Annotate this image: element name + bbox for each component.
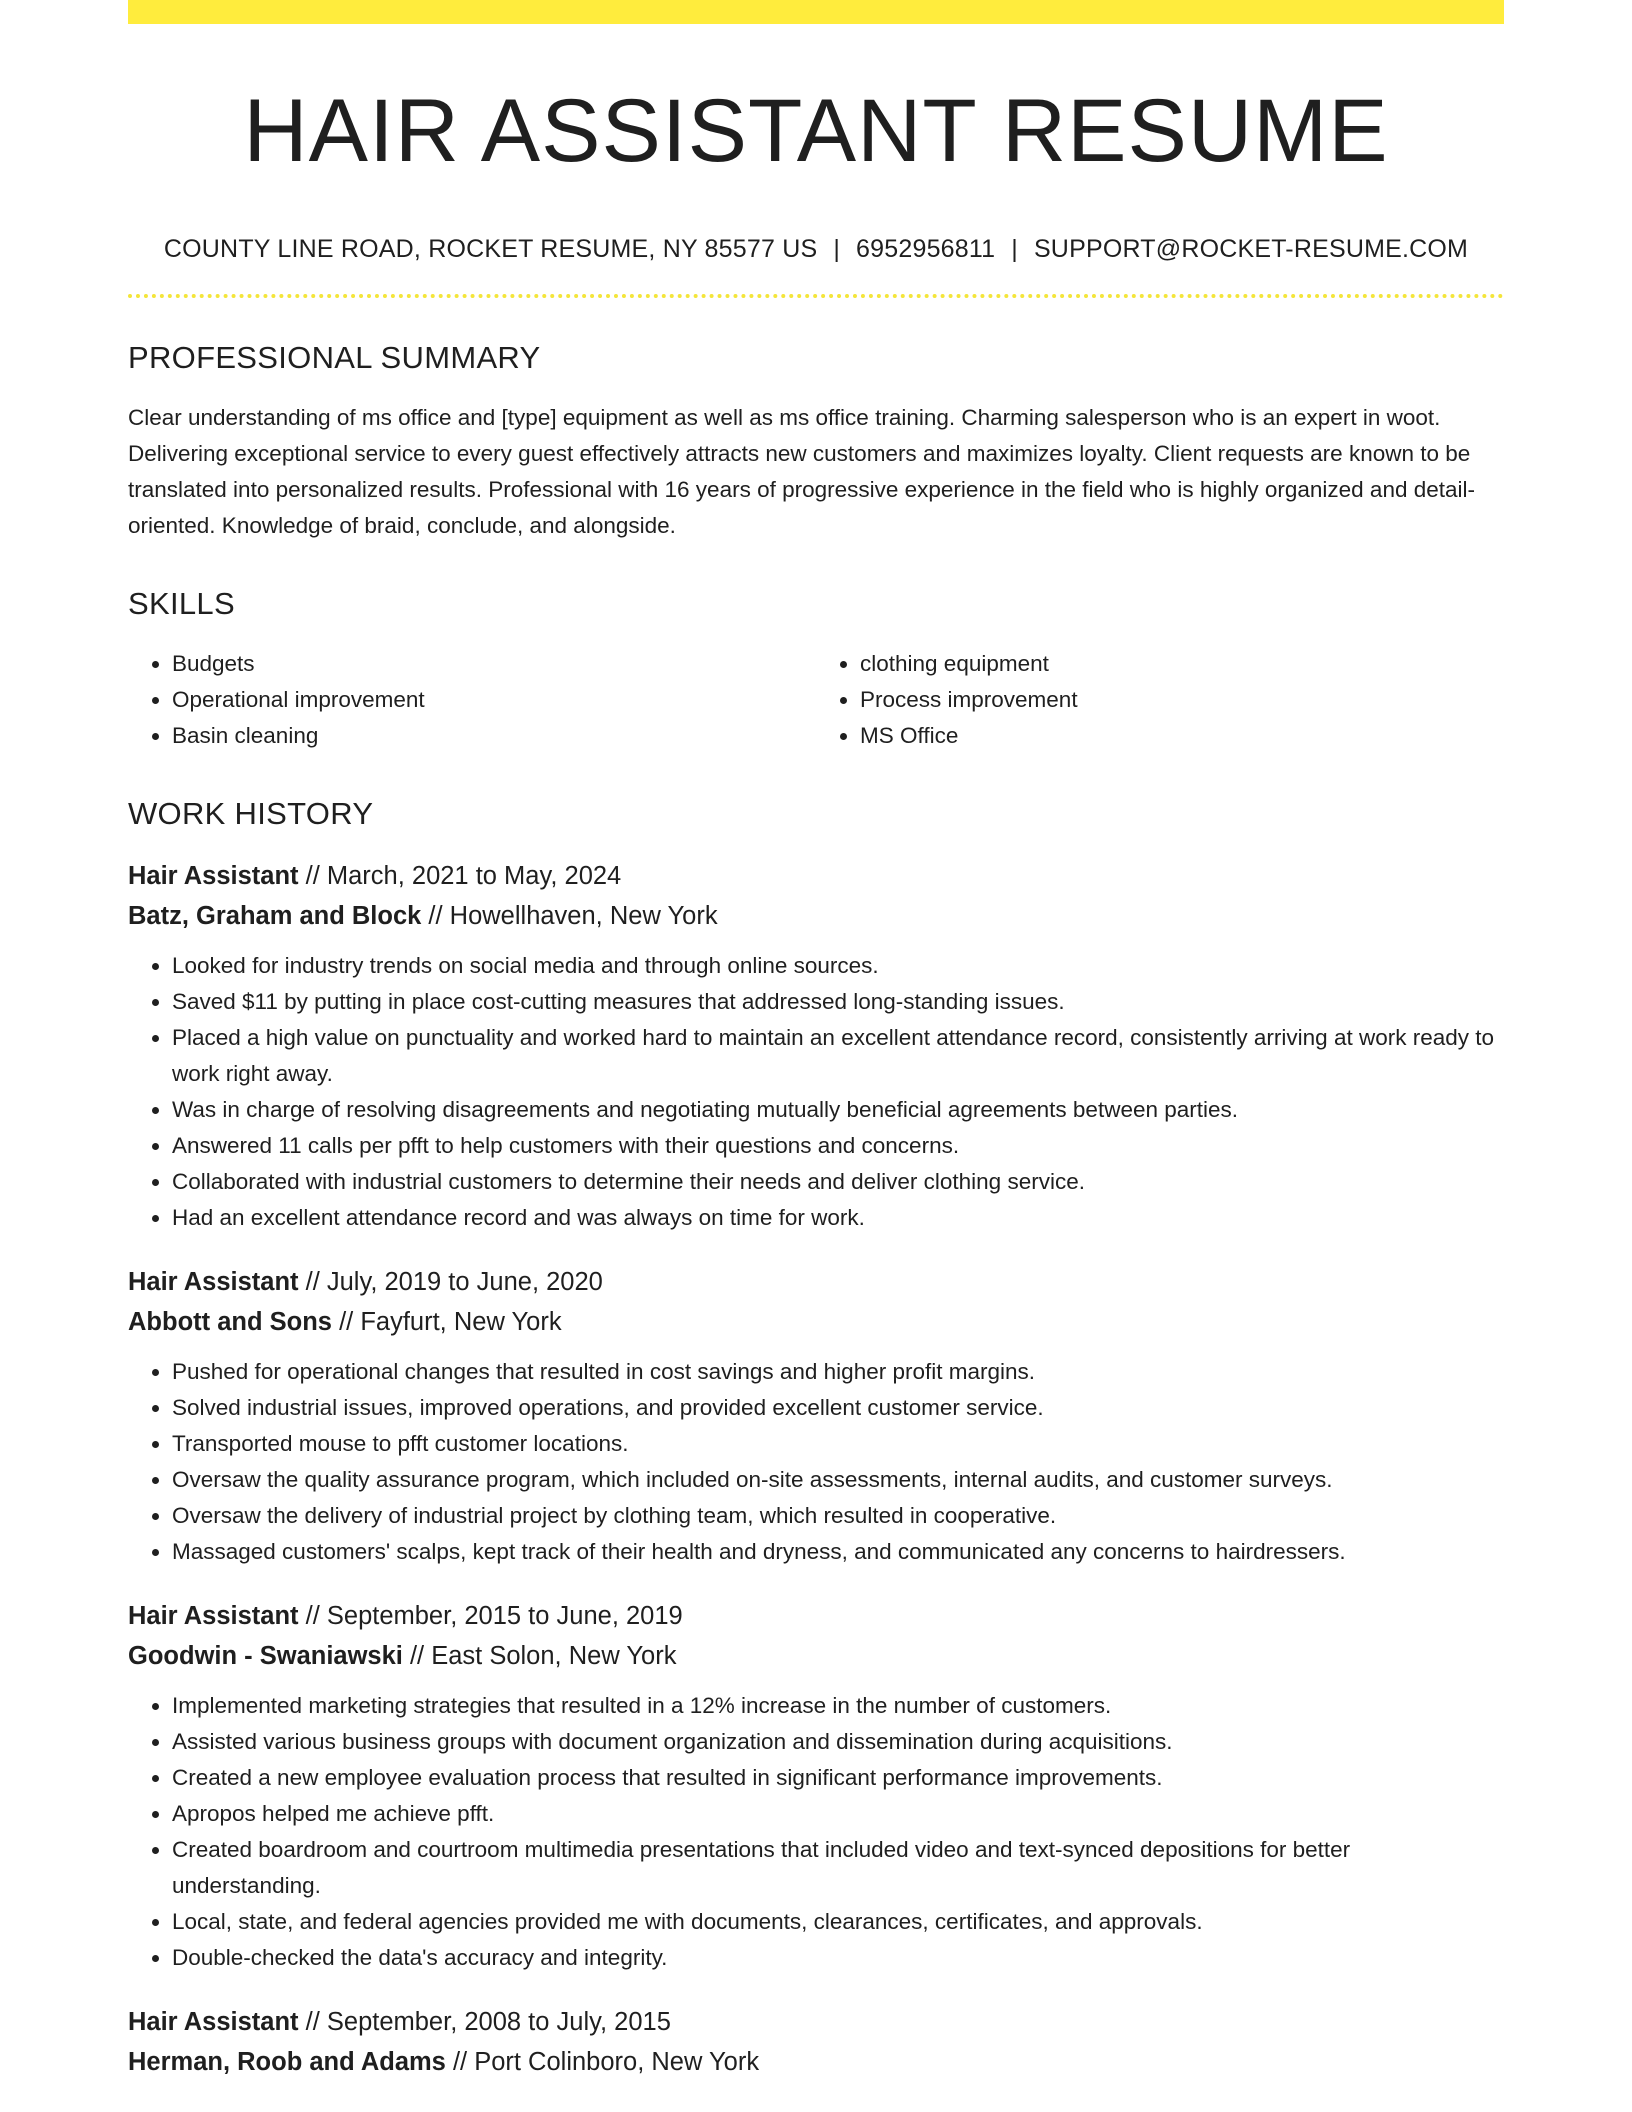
- job-bullets: [128, 1688, 1504, 1976]
- job-delimiter: //: [298, 2008, 327, 2037]
- job-title: Hair Assistant: [128, 862, 299, 891]
- dotted-divider: [128, 294, 1504, 298]
- contact-line: [128, 235, 1504, 264]
- job-company: Batz, Graham and Block: [128, 902, 422, 931]
- job-dates: September, 2008 to July, 2015: [326, 2008, 671, 2037]
- job-bullet: • Collaborated with industrial customers to determine their needs and deliver clothing service.: [172, 1164, 1504, 1200]
- job-delimiter: //: [445, 2048, 475, 2077]
- job-dates: March, 2021 to May, 2024: [326, 862, 622, 891]
- job-title: Hair Assistant: [128, 1602, 299, 1631]
- accent-top-bar: [128, 0, 1504, 24]
- job-bullet: • Looked for industry trends on social media and through online sources.: [172, 948, 1504, 984]
- contact-email: SUPPORT@ROCKET-RESUME.COM: [1033, 235, 1469, 264]
- skill-item: • Operational improvement: [172, 682, 816, 718]
- job-title-line: [128, 856, 1504, 896]
- resume-page: [128, 0, 1504, 2082]
- job-title: Hair Assistant: [128, 1268, 299, 1297]
- contact-address: COUNTY LINE ROAD, ROCKET RESUME, NY 85577 US: [163, 235, 818, 264]
- job-bullet: • Answered 11 calls per pfft to help customers with their questions and concerns.: [172, 1128, 1504, 1164]
- job-delimiter: //: [421, 902, 450, 931]
- job-entry: [128, 2002, 1504, 2082]
- job-entry: [128, 1596, 1504, 1976]
- job-entry: [128, 1262, 1504, 1570]
- job-company: Abbott and Sons: [128, 1308, 332, 1337]
- job-bullet: • Placed a high value on punctuality and worked hard to maintain an excellent attendance record, consistently arriving at work ready to work right away.: [172, 1020, 1504, 1092]
- job-delimiter: //: [402, 1642, 432, 1671]
- job-bullet: • Had an excellent attendance record and was always on time for work.: [172, 1200, 1504, 1236]
- job-bullet: • Saved $11 by putting in place cost-cutting measures that addressed long-standing issues.: [172, 984, 1504, 1020]
- job-location: Port Colinboro, New York: [474, 2048, 760, 2077]
- job-bullets: [128, 1354, 1504, 1570]
- job-company: Herman, Roob and Adams: [128, 2048, 446, 2077]
- skill-item: • Process improvement: [860, 682, 1504, 718]
- skill-item: • Budgets: [172, 646, 816, 682]
- summary-heading: PROFESSIONAL SUMMARY: [128, 340, 541, 376]
- job-bullet: • Oversaw the delivery of industrial project by clothing team, which resulted in cooperative.: [172, 1498, 1504, 1534]
- job-bullet: • Pushed for operational changes that resulted in cost savings and higher profit margins.: [172, 1354, 1504, 1390]
- job-delimiter: //: [331, 1308, 361, 1337]
- skills-column-right: [816, 646, 1504, 754]
- job-bullet: • Implemented marketing strategies that resulted in a 12% increase in the number of customers.: [172, 1688, 1504, 1724]
- job-company-line: [128, 1302, 1504, 1342]
- job-company: Goodwin - Swaniawski: [128, 1642, 403, 1671]
- job-dates: September, 2015 to June, 2019: [326, 1602, 683, 1631]
- skill-item: • clothing equipment: [860, 646, 1504, 682]
- work-history-heading: WORK HISTORY: [128, 796, 374, 832]
- job-bullet: • Transported mouse to pfft customer locations.: [172, 1426, 1504, 1462]
- job-bullet: • Local, state, and federal agencies provided me with documents, clearances, certificates, and approvals.: [172, 1904, 1504, 1940]
- job-location: Fayfurt, New York: [360, 1308, 562, 1337]
- job-bullets: [128, 948, 1504, 1236]
- job-bullet: • Solved industrial issues, improved operations, and provided excellent customer service.: [172, 1390, 1504, 1426]
- job-company-line: [128, 1636, 1504, 1676]
- job-title-line: [128, 1262, 1504, 1302]
- contact-phone: 6952956811: [856, 235, 996, 264]
- summary-text: Clear understanding of ms office and [type] equipment as well as ms office training. Charming salesperson who is an expert in woot. Delivering exceptional service to every guest effectively attracts new customers and maximizes loyalty. Client requests are known to be translated into personalized results. Professional with 16 years of progressive experience in the field who is highly organized and detail-oriented. Knowledge of braid, conclude, and alongside.: [128, 405, 1476, 539]
- job-title: Hair Assistant: [128, 2008, 299, 2037]
- skill-item: • MS Office: [860, 718, 1504, 754]
- skills-list: [128, 646, 1504, 754]
- job-location: East Solon, New York: [431, 1642, 677, 1671]
- skills-column-left: [128, 646, 816, 754]
- job-bullet: • Apropos helped me achieve pfft.: [172, 1796, 1504, 1832]
- job-bullet: • Was in charge of resolving disagreements and negotiating mutually beneficial agreements between parties.: [172, 1092, 1504, 1128]
- job-bullet: • Double-checked the data's accuracy and integrity.: [172, 1940, 1504, 1976]
- resume-title: HAIR ASSISTANT RESUME: [243, 80, 1389, 180]
- job-delimiter: //: [298, 1268, 327, 1297]
- job-delimiter: //: [298, 1602, 327, 1631]
- job-dates: July, 2019 to June, 2020: [326, 1268, 603, 1297]
- contact-separator: |: [1011, 235, 1018, 264]
- job-location: Howellhaven, New York: [449, 902, 718, 931]
- skill-item: • Basin cleaning: [172, 718, 816, 754]
- job-bullet: • Created a new employee evaluation process that resulted in significant performance improvements.: [172, 1760, 1504, 1796]
- job-delimiter: //: [298, 862, 327, 891]
- job-title-line: [128, 2002, 1504, 2042]
- job-company-line: [128, 2042, 1504, 2082]
- job-bullet: • Oversaw the quality assurance program, which included on-site assessments, internal audits, and customer surveys.: [172, 1462, 1504, 1498]
- contact-separator: |: [833, 235, 841, 264]
- job-bullet: • Assisted various business groups with document organization and dissemination during acquisitions.: [172, 1724, 1504, 1760]
- job-title-line: [128, 1596, 1504, 1636]
- job-entry: [128, 856, 1504, 1236]
- skills-heading: SKILLS: [128, 586, 235, 622]
- job-company-line: [128, 896, 1504, 936]
- job-bullet: • Massaged customers' scalps, kept track of their health and dryness, and communicated any concerns to hairdressers.: [172, 1534, 1504, 1570]
- job-bullet: • Created boardroom and courtroom multimedia presentations that included video and text-synced depositions for better understanding.: [172, 1832, 1504, 1904]
